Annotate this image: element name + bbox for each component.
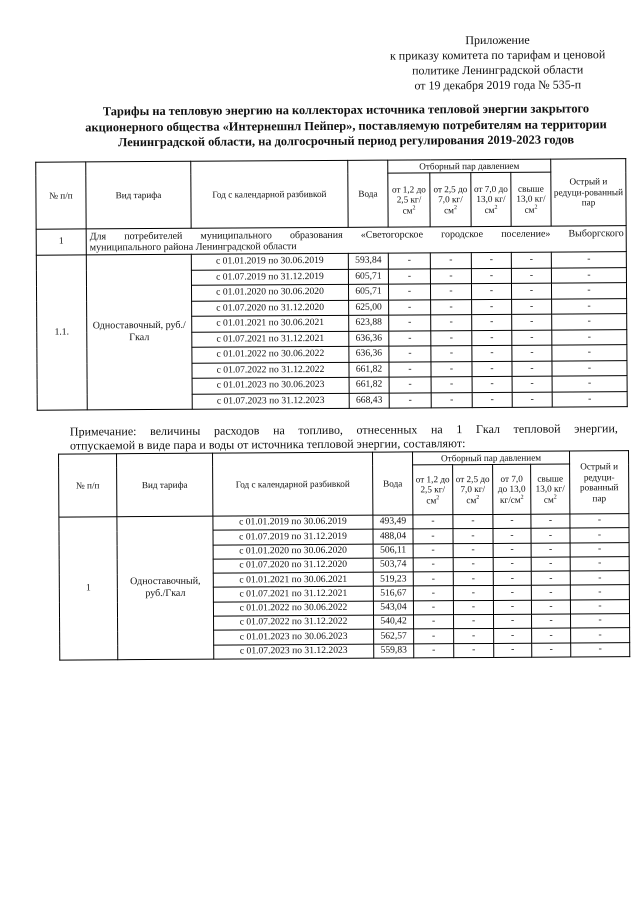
empty-value-cell: -: [552, 391, 627, 407]
period-cell: с 01.01.2019 по 30.06.2019: [191, 253, 348, 269]
header-year: Год с календарной разбивкой: [213, 452, 373, 516]
water-value-cell: 668,43: [349, 393, 389, 409]
empty-value-cell: -: [551, 252, 626, 268]
appendix-block: [377, 32, 617, 93]
period-cell: с 01.07.2021 по 31.12.2021: [192, 331, 349, 347]
empty-value-cell: -: [430, 253, 471, 269]
period-cell: с 01.01.2021 по 30.06.2021: [213, 572, 373, 587]
empty-value-cell: -: [389, 377, 431, 393]
period-cell: с 01.01.2023 по 30.06.2023: [192, 377, 349, 393]
table-body: [59, 514, 630, 660]
empty-value-cell: -: [493, 600, 531, 615]
empty-value-cell: -: [552, 329, 627, 345]
empty-value-cell: -: [414, 643, 454, 658]
empty-value-cell: -: [431, 346, 472, 362]
water-value-cell: 623,88: [349, 315, 389, 331]
sup-2: 2: [476, 494, 480, 501]
header-num: № п/п: [36, 162, 86, 229]
empty-value-cell: -: [413, 600, 453, 615]
empty-value-cell: -: [512, 299, 552, 315]
period-cell: с 01.01.2022 по 30.06.2022: [213, 601, 373, 616]
title-line: Ленинградской области, на долгосрочный период регулирования 2019-2023 годов: [118, 132, 575, 150]
period-cell: с 01.07.2020 по 31.12.2020: [213, 558, 373, 573]
header-steam-group: Отборный пар давлением: [413, 451, 570, 465]
empty-value-cell: -: [389, 346, 431, 362]
empty-value-cell: -: [512, 361, 552, 377]
empty-value-cell: -: [512, 376, 552, 392]
empty-value-cell: -: [511, 268, 551, 284]
header-tariff-type: Вид тарифа: [86, 161, 191, 229]
document-title: [66, 101, 626, 151]
header-pressure-4: [511, 172, 551, 226]
empty-value-cell: -: [431, 392, 472, 408]
empty-value-cell: -: [571, 614, 630, 629]
empty-value-cell: -: [389, 392, 431, 408]
water-value-cell: 562,57: [374, 629, 414, 644]
empty-value-cell: -: [512, 345, 552, 361]
empty-value-cell: -: [570, 571, 629, 586]
empty-value-cell: -: [454, 643, 494, 658]
water-value-cell: 661,82: [349, 362, 389, 378]
row-number: 1.1.: [36, 255, 87, 410]
empty-value-cell: -: [389, 299, 431, 315]
empty-value-cell: -: [472, 361, 512, 377]
empty-value-cell: -: [552, 376, 627, 392]
period-cell: с 01.01.2019 по 30.06.2019: [213, 515, 373, 530]
empty-value-cell: -: [571, 642, 630, 657]
empty-value-cell: -: [472, 314, 512, 330]
period-cell: с 01.07.2023 по 31.12.2023: [192, 393, 349, 409]
empty-value-cell: -: [570, 528, 629, 543]
water-value-cell: 506,11: [373, 544, 413, 559]
header-water: Вода: [373, 452, 413, 515]
empty-value-cell: -: [570, 599, 629, 614]
empty-value-cell: -: [552, 345, 627, 361]
empty-value-cell: -: [570, 585, 629, 600]
empty-value-cell: -: [414, 615, 454, 630]
empty-value-cell: -: [430, 284, 471, 300]
sup-2: 2: [494, 204, 498, 211]
empty-value-cell: -: [512, 330, 552, 346]
empty-value-cell: -: [493, 557, 531, 572]
empty-value-cell: -: [570, 542, 629, 557]
empty-value-cell: -: [512, 392, 552, 408]
empty-value-cell: -: [511, 252, 551, 268]
water-value-cell: 661,82: [349, 377, 389, 393]
water-value-cell: 493,49: [373, 515, 413, 530]
empty-value-cell: -: [453, 572, 493, 587]
empty-value-cell: -: [494, 614, 532, 629]
period-cell: с 01.01.2020 по 30.06.2020: [213, 544, 373, 559]
empty-value-cell: -: [431, 299, 472, 315]
empty-value-cell: -: [531, 528, 570, 543]
water-value-cell: 488,04: [373, 529, 413, 544]
group-description: [86, 226, 626, 255]
header-pressure-text: от 2,5 до 7,0 кг/см: [433, 183, 468, 215]
empty-value-cell: -: [552, 298, 627, 314]
empty-value-cell: -: [493, 529, 531, 544]
empty-value-cell: -: [493, 586, 531, 601]
water-value-cell: 543,04: [373, 601, 413, 616]
water-value-cell: 605,71: [348, 269, 388, 285]
tariff-type-cell: Одноставочный, руб./Гкал: [86, 254, 192, 410]
empty-value-cell: -: [453, 514, 493, 529]
empty-value-cell: -: [389, 330, 431, 346]
water-value-cell: 593,84: [348, 253, 388, 269]
empty-value-cell: -: [531, 514, 570, 529]
empty-value-cell: -: [472, 330, 512, 346]
empty-value-cell: -: [471, 268, 511, 284]
header-pressure-text: свыше 13,0 кг/см: [516, 183, 546, 215]
empty-value-cell: -: [389, 361, 431, 377]
empty-value-cell: -: [453, 586, 493, 601]
group-num: 1: [36, 229, 86, 255]
empty-value-cell: -: [414, 629, 454, 644]
empty-value-cell: -: [493, 514, 531, 529]
empty-value-cell: -: [570, 514, 629, 529]
sup-2: 2: [412, 205, 416, 212]
empty-value-cell: -: [512, 314, 552, 330]
sup-2: 2: [520, 494, 524, 501]
group-text-line: муниципального района Ленинградской области: [89, 240, 297, 253]
empty-value-cell: -: [453, 600, 493, 615]
empty-value-cell: -: [413, 558, 453, 573]
appendix-line: политике Ленинградской области: [411, 62, 584, 78]
empty-value-cell: -: [454, 629, 494, 644]
empty-value-cell: -: [493, 543, 531, 558]
empty-value-cell: -: [471, 252, 511, 268]
empty-value-cell: -: [531, 600, 570, 615]
empty-value-cell: -: [531, 543, 570, 558]
empty-value-cell: -: [493, 571, 531, 586]
empty-value-cell: -: [430, 268, 471, 284]
header-pressure-text: свыше 13,0 кг/см: [535, 473, 565, 505]
empty-value-cell: -: [511, 283, 551, 299]
empty-value-cell: -: [388, 284, 430, 300]
header-num: № п/п: [59, 454, 117, 517]
empty-value-cell: -: [453, 529, 493, 544]
header-pressure-4: [531, 464, 570, 514]
empty-value-cell: -: [472, 345, 512, 361]
note-paragraph: [70, 421, 618, 452]
header-acute-steam: Острый и редуци-рованный пар: [570, 451, 629, 514]
empty-value-cell: -: [431, 330, 472, 346]
header-pressure-3: [471, 172, 511, 226]
header-pressure-2: [430, 173, 471, 227]
empty-value-cell: -: [532, 643, 571, 658]
empty-value-cell: -: [472, 299, 512, 315]
note-line: отпускаемой в виде пара и воды от источника тепловой энергии, составляют:: [69, 436, 466, 453]
empty-value-cell: -: [388, 253, 430, 269]
empty-value-cell: -: [532, 628, 571, 643]
period-cell: с 01.07.2019 по 31.12.2019: [191, 269, 348, 285]
empty-value-cell: -: [531, 585, 570, 600]
header-tariff-type: Вид тарифа: [117, 453, 213, 517]
sup-2: 2: [534, 204, 538, 211]
header-steam-group: Отборный пар давлением: [388, 159, 551, 173]
empty-value-cell: -: [472, 392, 512, 408]
period-cell: с 01.07.2022 по 31.12.2022: [192, 362, 349, 378]
header-pressure-text: от 1,2 до 2,5 кг/см: [415, 473, 450, 506]
empty-value-cell: -: [531, 557, 570, 572]
title-line: акционерного общества «Интернешнл Пейпер», поставляемую потребителям на территории: [85, 116, 607, 134]
period-cell: с 01.07.2023 по 31.12.2023: [214, 644, 374, 659]
water-value-cell: 625,00: [349, 300, 389, 316]
empty-value-cell: -: [471, 283, 511, 299]
period-cell: с 01.07.2019 по 31.12.2019: [213, 529, 373, 544]
header-pressure-text: от 1,2 до 2,5 кг/см: [391, 184, 426, 216]
header-pressure-text: от 2,5 до 7,0 кг/см: [455, 473, 490, 505]
header-year: Год с календарной разбивкой: [191, 160, 348, 228]
row-number: 1: [59, 517, 118, 660]
empty-value-cell: -: [431, 377, 472, 393]
empty-value-cell: -: [570, 557, 629, 572]
header-pressure-text: от 7,0 до 13,0 кг/см: [497, 473, 526, 505]
header-pressure-1: [388, 173, 430, 227]
empty-value-cell: -: [454, 615, 494, 630]
water-value-cell: 540,42: [374, 615, 414, 630]
empty-value-cell: -: [431, 315, 472, 331]
period-cell: с 01.01.2021 по 30.06.2021: [192, 315, 349, 331]
appendix-line: Приложение: [465, 32, 530, 48]
header-pressure-text: от 7,0 до 13,0 кг/см: [473, 183, 508, 215]
note-line: Примечание: величины расходов на топливо, отнесенных на 1 Гкал тепловой энергии,: [69, 421, 618, 439]
empty-value-cell: -: [494, 643, 532, 658]
period-cell: с 01.01.2022 по 30.06.2022: [192, 346, 349, 362]
sup-2: 2: [436, 494, 440, 501]
tariff-table: [35, 158, 628, 411]
tariff-type-cell: Одноставочный, руб./Гкал: [117, 516, 214, 660]
group-text-line: Для потребителей муниципального образования «Светогорское городское поселение» Выборгского: [89, 227, 624, 242]
empty-value-cell: -: [531, 571, 570, 586]
header-pressure-3: [493, 464, 531, 514]
empty-value-cell: -: [494, 629, 532, 644]
empty-value-cell: -: [472, 376, 512, 392]
empty-value-cell: -: [551, 267, 626, 283]
empty-value-cell: -: [413, 572, 453, 587]
header-acute-steam: Острый и редуци-рованный пар: [551, 159, 626, 226]
water-value-cell: 636,36: [349, 346, 389, 362]
empty-value-cell: -: [552, 360, 627, 376]
water-value-cell: 503,74: [373, 558, 413, 573]
water-value-cell: 516,67: [373, 586, 413, 601]
water-value-cell: 559,83: [374, 644, 414, 659]
empty-value-cell: -: [532, 614, 571, 629]
empty-value-cell: -: [453, 543, 493, 558]
appendix-line: от 19 декабря 2019 года № 535-п: [414, 77, 582, 93]
empty-value-cell: -: [571, 628, 630, 643]
sup-2: 2: [453, 204, 457, 211]
fuel-cost-table: [58, 450, 630, 660]
empty-value-cell: -: [413, 515, 453, 530]
appendix-line: к приказу комитета по тарифам и ценовой: [389, 47, 606, 63]
empty-value-cell: -: [551, 283, 626, 299]
empty-value-cell: -: [413, 529, 453, 544]
empty-value-cell: -: [413, 586, 453, 601]
empty-value-cell: -: [413, 543, 453, 558]
empty-value-cell: -: [552, 314, 627, 330]
water-value-cell: 605,71: [348, 284, 388, 300]
period-cell: с 01.07.2022 по 31.12.2022: [214, 615, 374, 630]
period-cell: с 01.01.2020 по 30.06.2020: [191, 284, 348, 300]
header-pressure-2: [453, 464, 493, 514]
period-cell: с 01.01.2023 по 30.06.2023: [214, 630, 374, 645]
empty-value-cell: -: [389, 315, 431, 331]
water-value-cell: 519,23: [373, 572, 413, 587]
sup-2: 2: [553, 494, 557, 501]
water-value-cell: 636,36: [349, 331, 389, 347]
period-cell: с 01.07.2020 по 31.12.2020: [192, 300, 349, 316]
period-cell: с 01.07.2021 по 31.12.2021: [213, 587, 373, 602]
title-line: Тарифы на тепловую энергию на коллекторах источника тепловой энергии закрытого: [102, 101, 590, 119]
header-water: Вода: [348, 160, 388, 227]
empty-value-cell: -: [388, 268, 430, 284]
empty-value-cell: -: [431, 361, 472, 377]
table-body: [36, 252, 627, 411]
header-pressure-1: [413, 465, 453, 515]
empty-value-cell: -: [453, 557, 493, 572]
